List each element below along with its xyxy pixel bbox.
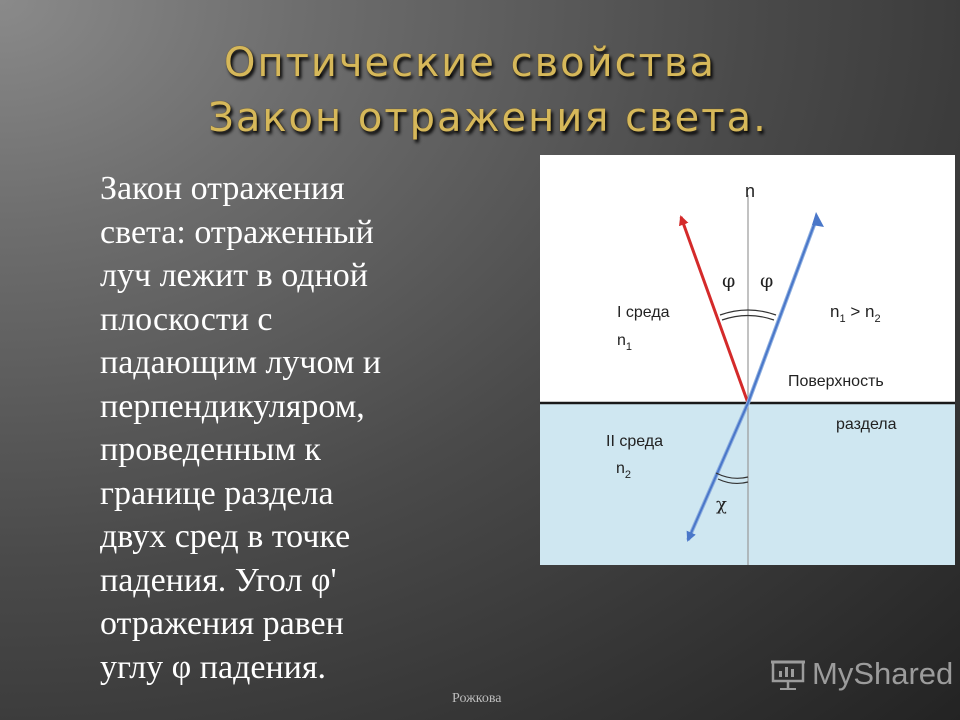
reflection-diagram [540,155,955,565]
medium1-label: I среда [617,304,670,321]
surface-label: Поверхность [788,373,884,390]
incident-ray-arrowhead [812,212,824,227]
myshared-watermark [770,654,953,694]
medium2-index: $n_2$ [616,460,632,481]
author-credit: Рожкова [452,691,502,706]
medium1-index: $n_1$ [617,332,633,353]
watermark-text: MyShared [812,656,954,691]
angle-label-left: φ [722,270,736,292]
projector-screen-icon [770,658,806,690]
reflection-diagram-svg [540,155,955,565]
refraction-angle-label: χ [716,494,727,515]
index-relation: $n_1 > n_2$ [830,302,881,325]
reflection-law-text: Закон отражения света: отраженный луч лежит в одной плоскости с падающим лучом и перпендикуляром, проведенным к границе раздела двух сред в точке падения. Угол φ' отражения равен углу φ падения. [100,170,382,686]
normal-label: n [745,181,756,201]
reflected-ray [681,217,748,403]
surface-label-2: раздела [836,416,897,433]
angle-label-right: φ [760,270,774,292]
slide-title-line2: Закон отражения света. [208,95,768,141]
slide-title-line1: Оптические свойства [223,40,717,86]
medium2-label: II среда [606,433,664,450]
